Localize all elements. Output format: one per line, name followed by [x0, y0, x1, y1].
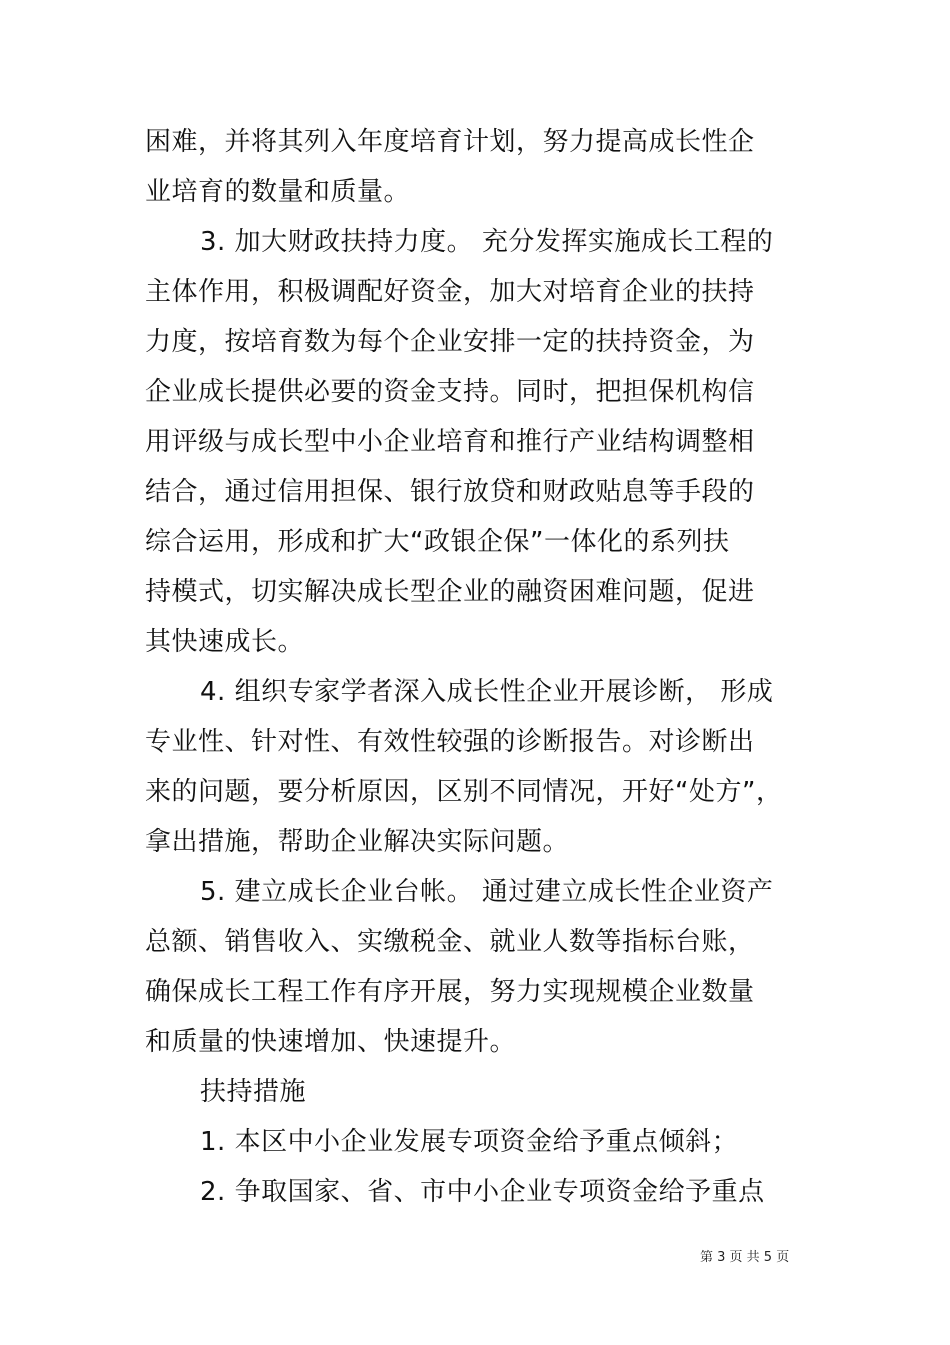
text-line-6: 企业成长提供必要的资金支持。同时，把担保机构信 [145, 377, 755, 407]
text-line-4: 主体作用，积极调配好资金，加大对培育企业的扶持 [145, 277, 755, 307]
item-3-heading: 3. 加大财政扶持力度。 充分发挥实施成长工程的 [200, 227, 774, 257]
text-line-17: 总额、销售收入、实缴税金、就业人数等指标台账， [145, 927, 755, 957]
text-line-8: 结合，通过信用担保、银行放贷和财政贴息等手段的 [145, 477, 755, 507]
text-line-9: 综合运用，形成和扩大“政银企保”一体化的系列扶 [145, 527, 730, 557]
page-number-footer: 第 3 页 共 5 页 [700, 1250, 790, 1265]
item-5-heading: 5. 建立成长企业台帐。 通过建立成长性企业资产 [200, 877, 774, 907]
item-4-heading: 4. 组织专家学者深入成长性企业开展诊断， 形成 [200, 677, 774, 707]
support-item-2: 2. 争取国家、省、市中小企业专项资金给予重点 [200, 1177, 765, 1207]
text-line-1: 困难，并将其列入年度培育计划，努力提高成长性企 [145, 127, 755, 157]
text-line-10: 持模式，切实解决成长型企业的融资困难问题，促进 [145, 577, 755, 607]
text-line-5: 力度，按培育数为每个企业安排一定的扶持资金，为 [145, 327, 755, 357]
text-line-19: 和质量的快速增加、快速提升。 [145, 1027, 517, 1057]
text-line-11: 其快速成长。 [145, 627, 305, 657]
text-line-18: 确保成长工程工作有序开展，努力实现规模企业数量 [145, 977, 755, 1007]
section-heading-support-measures: 扶持措施 [200, 1077, 307, 1107]
text-line-7: 用评级与成长型中小企业培育和推行产业结构调整相 [145, 427, 755, 457]
text-line-14: 来的问题，要分析原因，区别不同情况，开好“处方”， [145, 777, 783, 807]
text-line-2: 业培育的数量和质量。 [145, 177, 411, 207]
text-line-13: 专业性、针对性、有效性较强的诊断报告。对诊断出 [145, 727, 755, 757]
text-line-15: 拿出措施，帮助企业解决实际问题。 [145, 827, 570, 857]
support-item-1: 1. 本区中小企业发展专项资金给予重点倾斜； [200, 1127, 739, 1157]
